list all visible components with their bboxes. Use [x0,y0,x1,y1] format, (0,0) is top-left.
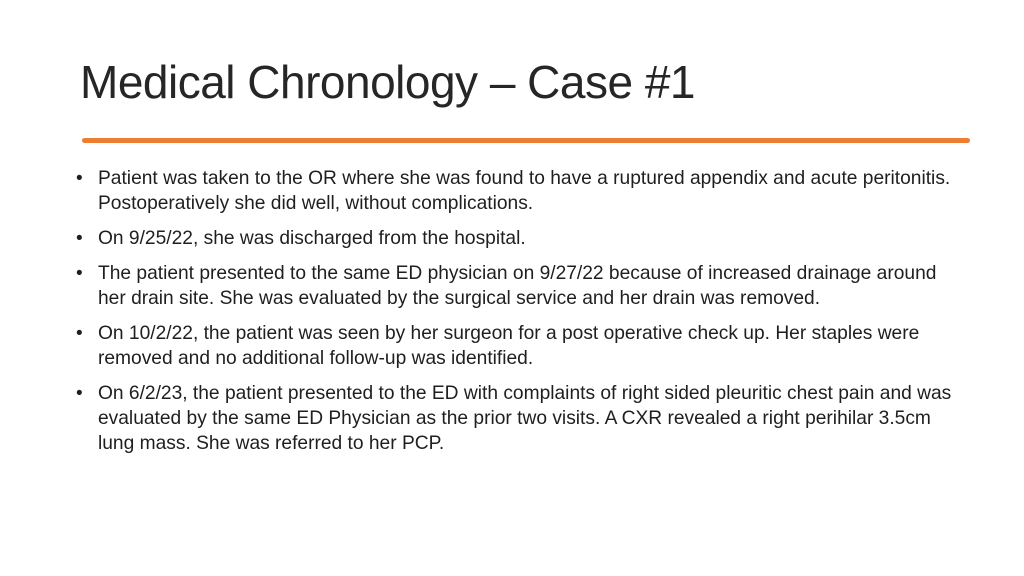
bullet-text: The patient presented to the same ED physician on 9/27/22 because of increased drainage around her drain site. She was evaluated by the surgical service and her drain was removed. [98,263,937,309]
bullet-item-discharge [76,226,956,251]
bullet-text: Patient was taken to the OR where she was found to have a ruptured appendix and acute peritonitis. Postoperatively she did well, without complications. [98,168,951,214]
slide-title: Medical Chronology – Case #1 [80,56,696,108]
title-underline [82,138,970,143]
bullet-text: On 10/2/22, the patient was seen by her surgeon for a post operative check up. Her staples were removed and no additional follow-up was identified. [98,323,920,369]
bullet-icon: • [76,263,83,284]
bullet-icon: • [76,383,83,404]
bullet-icon: • [76,228,83,249]
bullet-item-lung-mass [76,381,956,456]
bullet-text: On 6/2/23, the patient presented to the ED with complaints of right sided pleuritic chest pain and was evaluated by the same ED Physician as the prior two visits. A CXR revealed a right perihilar 3.5cm lung mass. She was referred to her PCP. [98,383,952,454]
bullet-icon: • [76,323,83,344]
bullet-item-ed-drain-visit [76,261,956,311]
bullet-list [76,166,956,466]
bullet-text: On 9/25/22, she was discharged from the hospital. [98,228,526,249]
bullet-item-or-findings [76,166,956,216]
bullet-item-surgeon-checkup [76,321,956,371]
bullet-icon: • [76,168,83,189]
